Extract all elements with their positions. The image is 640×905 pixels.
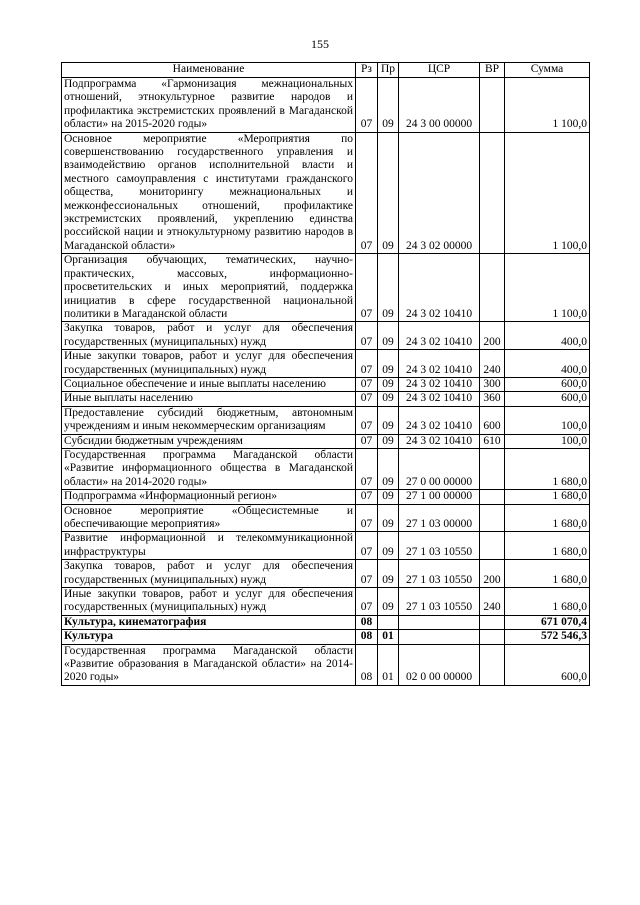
table-row: [62, 322, 590, 350]
cell-sum: 1 680,0: [505, 588, 590, 616]
cell-pr: 09: [378, 392, 399, 406]
table-header-row: [62, 63, 590, 78]
cell-name: Культура, кинематография: [62, 615, 356, 629]
cell-sum: 1 100,0: [505, 78, 590, 133]
cell-vr: [480, 532, 505, 560]
cell-rz: 07: [356, 254, 378, 322]
cell-csr: 27 0 00 00000: [399, 448, 480, 489]
cell-pr: 09: [378, 448, 399, 489]
cell-name: Государственная программа Магаданской области «Развитие информационного общества в Магаданской области» на 2014-2020 годы»: [62, 448, 356, 489]
table-row: [62, 630, 590, 644]
cell-pr: 09: [378, 322, 399, 350]
cell-csr: 24 3 02 10410: [399, 254, 480, 322]
cell-rz: 07: [356, 504, 378, 532]
cell-vr: 300: [480, 377, 505, 391]
cell-pr: 01: [378, 630, 399, 644]
cell-sum: 600,0: [505, 392, 590, 406]
cell-name: Культура: [62, 630, 356, 644]
cell-name: Организация обучающих, тематических, научно-практических, массовых, информационно-просветительских и иных мероприятий, поддержка инициатив в сфере государственной национальной политики в Магаданской области: [62, 254, 356, 322]
cell-pr: 09: [378, 132, 399, 254]
cell-sum: 400,0: [505, 350, 590, 378]
cell-rz: 07: [356, 448, 378, 489]
cell-vr: [480, 78, 505, 133]
cell-name: Закупка товаров, работ и услуг для обеспечения государственных (муниципальных) нужд: [62, 322, 356, 350]
table-row: [62, 644, 590, 685]
cell-rz: 07: [356, 588, 378, 616]
cell-sum: 400,0: [505, 322, 590, 350]
cell-sum: 1 680,0: [505, 448, 590, 489]
cell-name: Основное мероприятие «Мероприятия по совершенствованию государственного управления и взаимодействию органов исполнительной власти и местного самоуправления с институтами гражданского общества, мониторингу межнациональных и межконфессиональных отношений, профилактике экстремистских проявлений, укреплению единства российской нации и этнокультурному развитию народов в Магаданской области»: [62, 132, 356, 254]
table-row: [62, 254, 590, 322]
cell-vr: 240: [480, 350, 505, 378]
cell-csr: 24 3 02 10410: [399, 434, 480, 448]
cell-rz: 07: [356, 560, 378, 588]
budget-table: [61, 62, 590, 686]
cell-pr: 09: [378, 377, 399, 391]
cell-rz: 08: [356, 615, 378, 629]
cell-csr: 27 1 00 00000: [399, 490, 480, 504]
cell-rz: 07: [356, 406, 378, 434]
cell-vr: 360: [480, 392, 505, 406]
cell-rz: 07: [356, 434, 378, 448]
cell-sum: 572 546,3: [505, 630, 590, 644]
cell-csr: 24 3 00 00000: [399, 78, 480, 133]
cell-vr: [480, 615, 505, 629]
cell-name: Подпрограмма «Гармонизация межнациональных отношений, этнокультурное развитие народов и профилактика экстремистских проявлений в Магаданской области» на 2015-2020 годы»: [62, 78, 356, 133]
cell-csr: 24 3 02 10410: [399, 350, 480, 378]
header-pr: Пр: [378, 63, 399, 78]
cell-name: Субсидии бюджетным учреждениям: [62, 434, 356, 448]
cell-vr: [480, 504, 505, 532]
table-row: [62, 434, 590, 448]
cell-rz: 07: [356, 322, 378, 350]
cell-csr: 24 3 02 10410: [399, 322, 480, 350]
cell-vr: [480, 490, 505, 504]
cell-pr: 09: [378, 504, 399, 532]
cell-pr: 09: [378, 588, 399, 616]
table-row: [62, 392, 590, 406]
cell-csr: 24 3 02 10410: [399, 377, 480, 391]
cell-vr: 600: [480, 406, 505, 434]
cell-sum: 1 100,0: [505, 132, 590, 254]
cell-name: Социальное обеспечение и иные выплаты населению: [62, 377, 356, 391]
table-row: [62, 132, 590, 254]
cell-csr: 02 0 00 00000: [399, 644, 480, 685]
header-name: Наименование: [62, 63, 356, 78]
cell-sum: 1 100,0: [505, 254, 590, 322]
cell-csr: 24 3 02 10410: [399, 392, 480, 406]
cell-pr: 09: [378, 532, 399, 560]
cell-csr: 27 1 03 10550: [399, 532, 480, 560]
cell-rz: 07: [356, 532, 378, 560]
cell-csr: 27 1 03 10550: [399, 588, 480, 616]
cell-sum: 600,0: [505, 377, 590, 391]
cell-pr: 09: [378, 490, 399, 504]
cell-vr: 240: [480, 588, 505, 616]
cell-name: Иные выплаты населению: [62, 392, 356, 406]
table-row: [62, 350, 590, 378]
cell-rz: 07: [356, 350, 378, 378]
cell-sum: 100,0: [505, 406, 590, 434]
table-row: [62, 406, 590, 434]
cell-sum: 1 680,0: [505, 490, 590, 504]
cell-pr: 09: [378, 560, 399, 588]
cell-rz: 07: [356, 78, 378, 133]
cell-name: Иные закупки товаров, работ и услуг для обеспечения государственных (муниципальных) нужд: [62, 350, 356, 378]
cell-rz: 08: [356, 630, 378, 644]
table-row: [62, 78, 590, 133]
page-number: 155: [311, 37, 329, 51]
cell-sum: 1 680,0: [505, 504, 590, 532]
cell-pr: 09: [378, 254, 399, 322]
table-body: [62, 78, 590, 686]
cell-rz: 07: [356, 132, 378, 254]
cell-sum: 1 680,0: [505, 532, 590, 560]
cell-pr: [378, 615, 399, 629]
cell-name: Иные закупки товаров, работ и услуг для обеспечения государственных (муниципальных) нужд: [62, 588, 356, 616]
cell-pr: 09: [378, 406, 399, 434]
table-row: [62, 615, 590, 629]
cell-vr: [480, 448, 505, 489]
cell-vr: 200: [480, 560, 505, 588]
cell-name: Государственная программа Магаданской области «Развитие образования в Магаданской области» на 2014-2020 годы»: [62, 644, 356, 685]
cell-vr: [480, 630, 505, 644]
cell-sum: 671 070,4: [505, 615, 590, 629]
cell-name: Основное мероприятие «Общесистемные и обеспечивающие мероприятия»: [62, 504, 356, 532]
cell-name: Закупка товаров, работ и услуг для обеспечения государственных (муниципальных) нужд: [62, 560, 356, 588]
table-row: [62, 588, 590, 616]
table-row: [62, 377, 590, 391]
cell-rz: 07: [356, 490, 378, 504]
cell-rz: 07: [356, 377, 378, 391]
cell-sum: 1 680,0: [505, 560, 590, 588]
cell-vr: [480, 644, 505, 685]
cell-name: Предоставление субсидий бюджетным, автономным учреждениям и иным некоммерческим организациям: [62, 406, 356, 434]
table-row: [62, 448, 590, 489]
cell-vr: [480, 132, 505, 254]
cell-vr: 610: [480, 434, 505, 448]
table-row: [62, 504, 590, 532]
cell-pr: 09: [378, 350, 399, 378]
cell-csr: [399, 615, 480, 629]
cell-name: Подпрограмма «Информационный регион»: [62, 490, 356, 504]
header-csr: ЦСР: [399, 63, 480, 78]
cell-rz: 07: [356, 392, 378, 406]
cell-pr: 09: [378, 434, 399, 448]
header-rz: Рз: [356, 63, 378, 78]
cell-pr: 09: [378, 78, 399, 133]
cell-csr: 24 3 02 00000: [399, 132, 480, 254]
header-vr: ВР: [480, 63, 505, 78]
cell-sum: 600,0: [505, 644, 590, 685]
cell-rz: 08: [356, 644, 378, 685]
cell-csr: [399, 630, 480, 644]
table-row: [62, 532, 590, 560]
cell-vr: [480, 254, 505, 322]
cell-sum: 100,0: [505, 434, 590, 448]
cell-csr: 27 1 03 00000: [399, 504, 480, 532]
table-row: [62, 560, 590, 588]
cell-pr: 01: [378, 644, 399, 685]
cell-csr: 27 1 03 10550: [399, 560, 480, 588]
header-sum: Сумма: [505, 63, 590, 78]
cell-csr: 24 3 02 10410: [399, 406, 480, 434]
cell-name: Развитие информационной и телекоммуникационной инфраструктуры: [62, 532, 356, 560]
cell-vr: 200: [480, 322, 505, 350]
table-row: [62, 490, 590, 504]
